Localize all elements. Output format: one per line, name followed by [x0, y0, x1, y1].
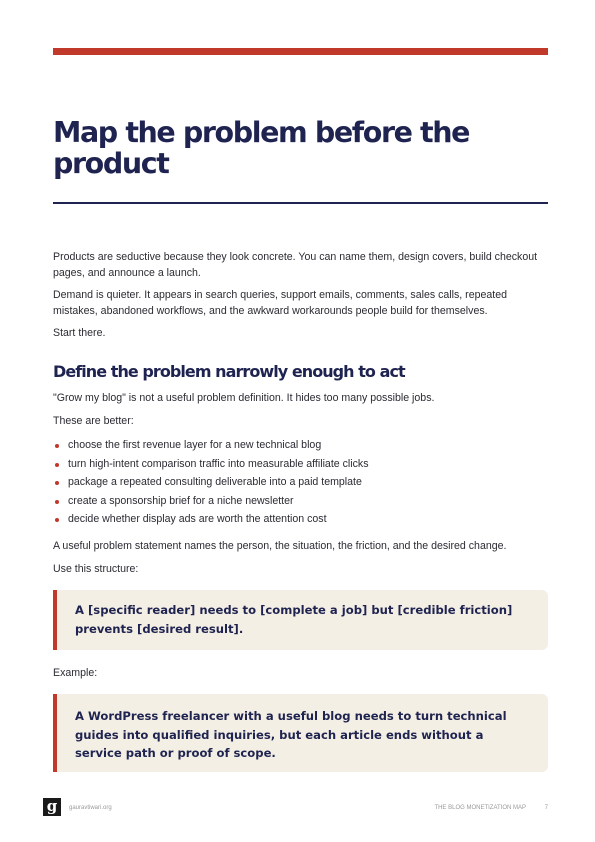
list-item [53, 510, 548, 529]
after-bullets-paragraph: A useful problem statement names the person, the situation, the friction, and the desired change. [53, 540, 507, 552]
footer-site: gauravtiwari.org [69, 805, 112, 811]
structure-label: Use this structure: [53, 563, 139, 575]
list-item-text: choose the first revenue layer for a new technical blog [68, 439, 322, 451]
footer-book-title: THE BLOG MONETIZATION MAP [434, 805, 526, 811]
example-label: Example: [53, 667, 98, 679]
bullet-dot-icon [55, 444, 59, 448]
section-paragraph-1: "Grow my blog" is not a useful problem definition. It hides too many possible jobs. [53, 392, 435, 404]
example-callout [53, 694, 548, 772]
bullet-dot-icon [55, 481, 59, 485]
list-item-text: decide whether display ads are worth the attention cost [68, 513, 327, 526]
list-item-text: package a repeated consulting deliverable into a paid template [68, 476, 362, 489]
bullet-dot-icon [55, 518, 59, 522]
list-item [53, 473, 548, 492]
list-item [53, 492, 548, 511]
intro-paragraph-3: Start there. [53, 327, 106, 339]
bullet-dot-icon [55, 500, 59, 504]
list-item-text: create a sponsorship brief for a niche newsletter [68, 494, 294, 507]
top-accent-rule [53, 48, 548, 55]
template-callout [53, 590, 548, 650]
site-logo-icon: g [43, 798, 61, 816]
footer-page-number: 7 [544, 805, 548, 811]
section-heading: Define the problem narrowly enough to act [53, 362, 405, 381]
callout-accent-bar [53, 590, 57, 650]
page-title: Map the problem before the product [53, 116, 470, 180]
intro-paragraph-1: Products are seductive because they look concrete. You can name them, design covers, build checkout pages, and announce a launch. [53, 251, 538, 279]
intro-paragraph-2: Demand is quieter. It appears in search queries, support emails, comments, sales calls, repeated mistakes, abandoned workflows, and the awkward workarounds people build for themselves. [53, 289, 507, 317]
template-callout-text: A [specific reader] needs to [complete a job] but [credible friction] prevents [desired result]. [75, 603, 513, 636]
list-item [53, 455, 548, 474]
list-item [53, 436, 548, 455]
example-callout-text: A WordPress freelancer with a useful blog needs to turn technical guides into qualified inquiries, but each article ends without a service path or proof of scope. [75, 709, 507, 760]
callout-accent-bar [53, 694, 57, 772]
bullet-list [53, 436, 548, 529]
title-divider [53, 202, 548, 204]
list-item-text: turn high-intent comparison traffic into measurable affiliate clicks [68, 457, 369, 470]
bullet-dot-icon [55, 463, 59, 467]
section-paragraph-2: These are better: [53, 415, 134, 427]
